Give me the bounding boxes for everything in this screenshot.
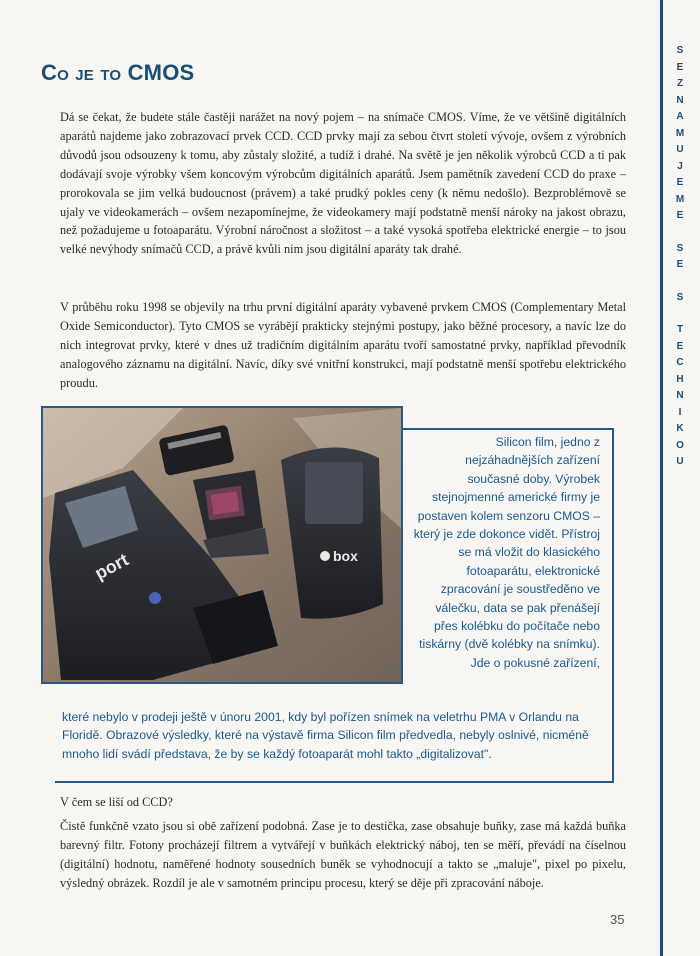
paragraph-cmos-intro: V průběhu roku 1998 se objevily na trhu první digitální aparáty vybavené prvkem CMOS (Complementary Metal Oxide Semiconductor). Tyto CMOS se vyrábějí prakticky stejnými postupy, jako běžné procesory, a navíc lze do nich integrovat prvky, které v dnes už tradičním digitálním aparátu tvoří samostatné prvky, například převodník analogového záznamu na digitální. Navíc, díky své vnitřní konstrukci, mají podstatně menší spotřebu elektrického proudu. bbox=[60, 300, 626, 390]
photo-caption-bottom: které nebylo v prodeji ještě v únoru 2001, kdy byl pořízen snímek na veletrhu PMA v Orlandu na Floridě. Obrazové výsledky, které na výstavě firma Silicon film předvedla, nebyly oslnivé, nicméně mnoho lidí svádí představa, že by se každý fotoaparát mohl takto „digitalizovat". bbox=[62, 710, 589, 761]
side-label-letter: M bbox=[675, 193, 685, 205]
side-label-letter: U bbox=[676, 144, 684, 155]
side-label-letter: C bbox=[676, 357, 684, 368]
side-label-letter: A bbox=[676, 111, 684, 122]
side-label-letter: I bbox=[678, 406, 682, 418]
side-label-letter: J bbox=[677, 160, 683, 172]
side-label-letter: S bbox=[676, 291, 684, 303]
side-label-letter: N bbox=[676, 390, 684, 401]
side-label-letter: E bbox=[676, 61, 684, 73]
side-label-letter: T bbox=[676, 324, 684, 335]
side-label-letter: S bbox=[676, 45, 684, 56]
photo-caption-side: Silicon film, jedno z nejzáhadnějších zařízení současné doby. Výrobek stejnojmenné americké firmy je postaven kolem senzoru CMOS – který je zde dokonce vidět. Přístroj se má vložit do klasického fotoaparátu, elektronické zpracování je soustředěno ve válečku, data se pak přenášejí přes kolébku do počítače nebo tiskárny (dvě kolébky na snímku). Jde o pokusné zařízení, bbox=[413, 435, 600, 670]
caption-frame-top-rule bbox=[403, 428, 614, 430]
section-side-label bbox=[664, 46, 696, 474]
port-logo-text: port bbox=[91, 549, 132, 584]
side-label-letter: H bbox=[676, 373, 684, 385]
subheading-difference: V čem se liší od CCD? bbox=[60, 795, 173, 809]
side-label-letter: M bbox=[675, 127, 685, 139]
paragraph-ccd-intro: Dá se čekat, že budete stále častěji narážet na nový pojem – na snímače CMOS. Víme, že ve většině digitálních aparátů najdeme jako zobrazovací prvek CCD. CCD prvky mají za sebou čtvrt století vývoje, ovšem z výrobních důvodů jsou odsouzeny k tomu, aby zůstaly složité, a tudíž i drahé. Na světě je jen několik výrobců CCD a ti pak dodávají svoje výrobky všem koncovým výrobcům digitálních aparátů. Jsem pamětník zavedení CCD do praxe – prorokovala se jim velká budoucnost (právem) a také prudký pokles ceny (k němu nedošlo). Bezproblémově se ujaly ve videokamerách – ovšem nezapomínejme, že videokamery mají podstatně menší nároky na jakost obrazu, než požadujeme u fotoaparátu. Výrobní náročnost a složitost – a také vysoká spotřeba elektrické energie – to jsou velké nevýhody snímačů CCD, a právě kvůli nim jsou digitální aparáty tak drahé. bbox=[60, 110, 626, 257]
side-label-letter: N bbox=[676, 94, 684, 106]
side-label-letter: S bbox=[676, 242, 684, 254]
paragraph-comparison: Čistě funkčně vzato jsou si obě zařízení podobná. Zase je to destička, zase obsahuje buňky, zase má každá buňka barevný filtr. Fotony procházejí filtrem a vytvářejí v buňkách elektrický náboj, ten se měří, převádí na číselnou (digitální) hodnotu, naměřené hodnoty sousedních buněk se vyhodnocují a takto se „maluje", pixel po pixelu, výsledný obrázek. Rozdíl je ale v samotném principu procesu, který se děje při zpracování náboje. bbox=[60, 819, 626, 890]
box-logo-text: box bbox=[333, 548, 358, 564]
side-label-letter: O bbox=[676, 439, 684, 451]
side-label-letter: Z bbox=[676, 78, 684, 89]
side-label-letter: E bbox=[676, 177, 684, 188]
side-label-letter: E bbox=[676, 210, 684, 221]
side-label-letter: U bbox=[676, 456, 684, 467]
side-label-letter: K bbox=[676, 423, 684, 434]
side-label-letter: E bbox=[676, 259, 684, 270]
photo-illustration bbox=[43, 408, 401, 682]
page-title: Co je to CMOS bbox=[41, 60, 195, 85]
page-number: 35 bbox=[610, 912, 625, 927]
silicon-film-photo bbox=[41, 406, 403, 684]
side-label-letter: E bbox=[676, 340, 684, 352]
